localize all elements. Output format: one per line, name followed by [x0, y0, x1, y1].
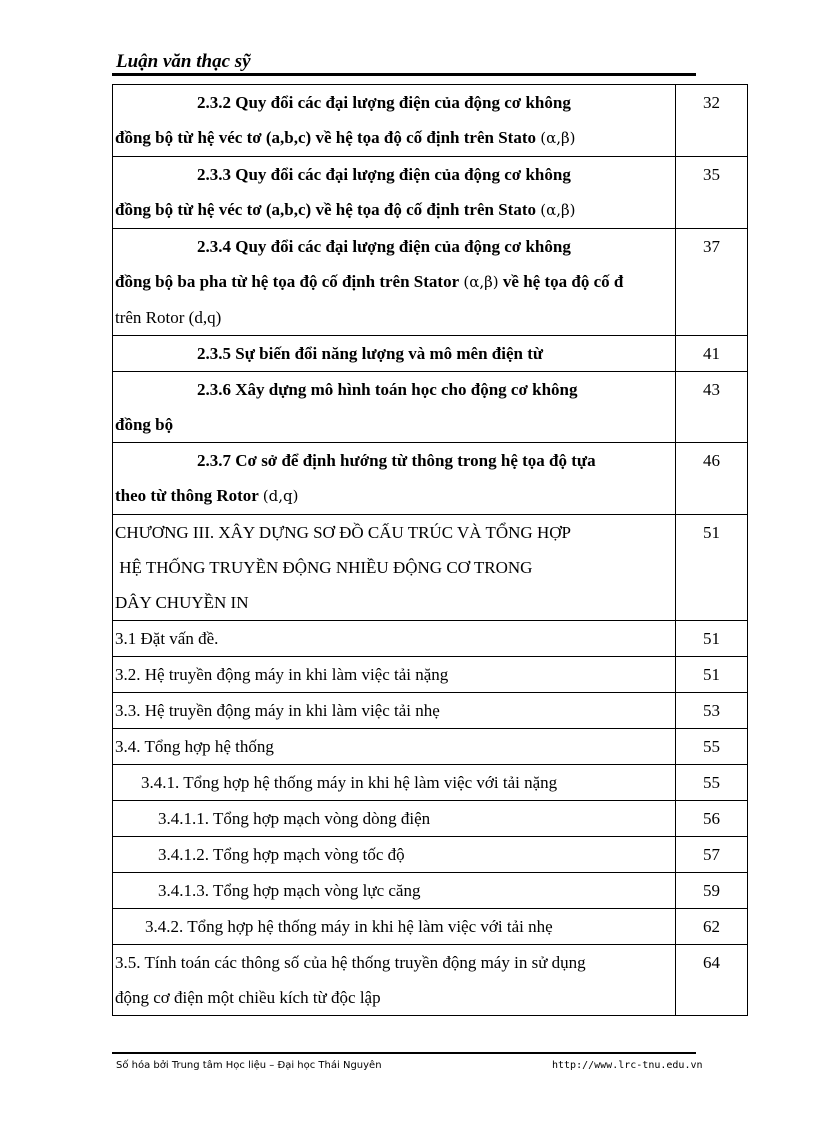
toc-page-number: 51 — [676, 621, 748, 657]
toc-row — [113, 873, 748, 909]
toc-page-number: 35 — [676, 157, 748, 229]
toc-row — [113, 372, 748, 443]
toc-entry-text: 2.3.6 Xây dựng mô hình toán học cho động cơ không đồng bộ — [113, 372, 676, 443]
toc-page-number: 41 — [676, 336, 748, 372]
footer-url: http://www.lrc-tnu.edu.vn — [552, 1060, 703, 1071]
toc-entry-text: 3.3. Hệ truyền động máy in khi làm việc tải nhẹ — [113, 693, 676, 729]
toc-page-number: 55 — [676, 765, 748, 801]
footer-credit: Số hóa bởi Trung tâm Học liệu – Đại học Thái Nguyên — [116, 1060, 382, 1071]
toc-row — [113, 837, 748, 873]
toc-entry-text: 3.4.1.1. Tổng hợp mạch vòng dòng điện — [113, 801, 676, 837]
toc-row — [113, 729, 748, 765]
toc-entry-text: 3.4.1.3. Tổng hợp mạch vòng lực căng — [113, 873, 676, 909]
toc-page-number: 59 — [676, 873, 748, 909]
toc-row — [113, 621, 748, 657]
toc-entry-text: 2.3.5 Sự biến đổi năng lượng và mô mên điện từ — [113, 336, 676, 372]
toc-row — [113, 229, 748, 336]
toc-page-number: 57 — [676, 837, 748, 873]
toc-row — [113, 336, 748, 372]
toc-row — [113, 909, 748, 945]
header-rule — [112, 73, 696, 76]
toc-row — [113, 515, 748, 621]
toc-page-number: 46 — [676, 443, 748, 515]
toc-page-number: 62 — [676, 909, 748, 945]
toc-entry-text: 2.3.2 Quy đổi các đại lượng điện của động cơ không đồng bộ từ hệ véc tơ (a,b,c) về hệ tọa độ cố định trên Stato (α,β) — [113, 85, 676, 157]
toc-row — [113, 85, 748, 157]
toc-row — [113, 443, 748, 515]
toc-entry-text: 3.4. Tổng hợp hệ thống — [113, 729, 676, 765]
toc-page-number: 32 — [676, 85, 748, 157]
toc-row — [113, 765, 748, 801]
toc-row — [113, 157, 748, 229]
toc-row — [113, 657, 748, 693]
footer-rule — [112, 1052, 696, 1054]
toc-row — [113, 945, 748, 1016]
toc-page-number: 51 — [676, 515, 748, 621]
toc-entry-text: CHƯƠNG III. XÂY DỰNG SƠ ĐỒ CẤU TRÚC VÀ TỔNG HỢP HỆ THỐNG TRUYỀN ĐỘNG NHIỀU ĐỘNG CƠ TRONG DÂY CHUYỀN IN — [113, 515, 676, 621]
toc-row — [113, 693, 748, 729]
toc-page-number: 37 — [676, 229, 748, 336]
table-of-contents — [112, 84, 748, 1016]
toc-entry-text: 2.3.4 Quy đổi các đại lượng điện của động cơ không đồng bộ ba pha từ hệ tọa độ cố định trên Stator (α,β) về hệ tọa độ cố đ trên Rotor (d,q) — [113, 229, 676, 336]
toc-page-number: 53 — [676, 693, 748, 729]
toc-entry-text: 3.4.1. Tổng hợp hệ thống máy in khi hệ làm việc với tải nặng — [113, 765, 676, 801]
toc-entry-text: 2.3.3 Quy đổi các đại lượng điện của động cơ không đồng bộ từ hệ véc tơ (a,b,c) về hệ tọa độ cố định trên Stato (α,β) — [113, 157, 676, 229]
page-header-title: Luận văn thạc sỹ — [116, 51, 251, 72]
toc-page-number: 51 — [676, 657, 748, 693]
toc-page-number: 56 — [676, 801, 748, 837]
toc-entry-text: 3.1 Đặt vấn đề. — [113, 621, 676, 657]
toc-entry-text: 2.3.7 Cơ sở để định hướng từ thông trong hệ tọa độ tựa theo từ thông Rotor (d,q) — [113, 443, 676, 515]
toc-entry-text: 3.5. Tính toán các thông số của hệ thống truyền động máy in sử dụng động cơ điện một chiều kích từ độc lập — [113, 945, 676, 1016]
toc-row — [113, 801, 748, 837]
toc-page-number: 43 — [676, 372, 748, 443]
toc-entry-text: 3.4.2. Tổng hợp hệ thống máy in khi hệ làm việc với tải nhẹ — [113, 909, 676, 945]
toc-entry-text: 3.2. Hệ truyền động máy in khi làm việc tải nặng — [113, 657, 676, 693]
toc-page-number: 55 — [676, 729, 748, 765]
toc-entry-text: 3.4.1.2. Tổng hợp mạch vòng tốc độ — [113, 837, 676, 873]
toc-page-number: 64 — [676, 945, 748, 1016]
